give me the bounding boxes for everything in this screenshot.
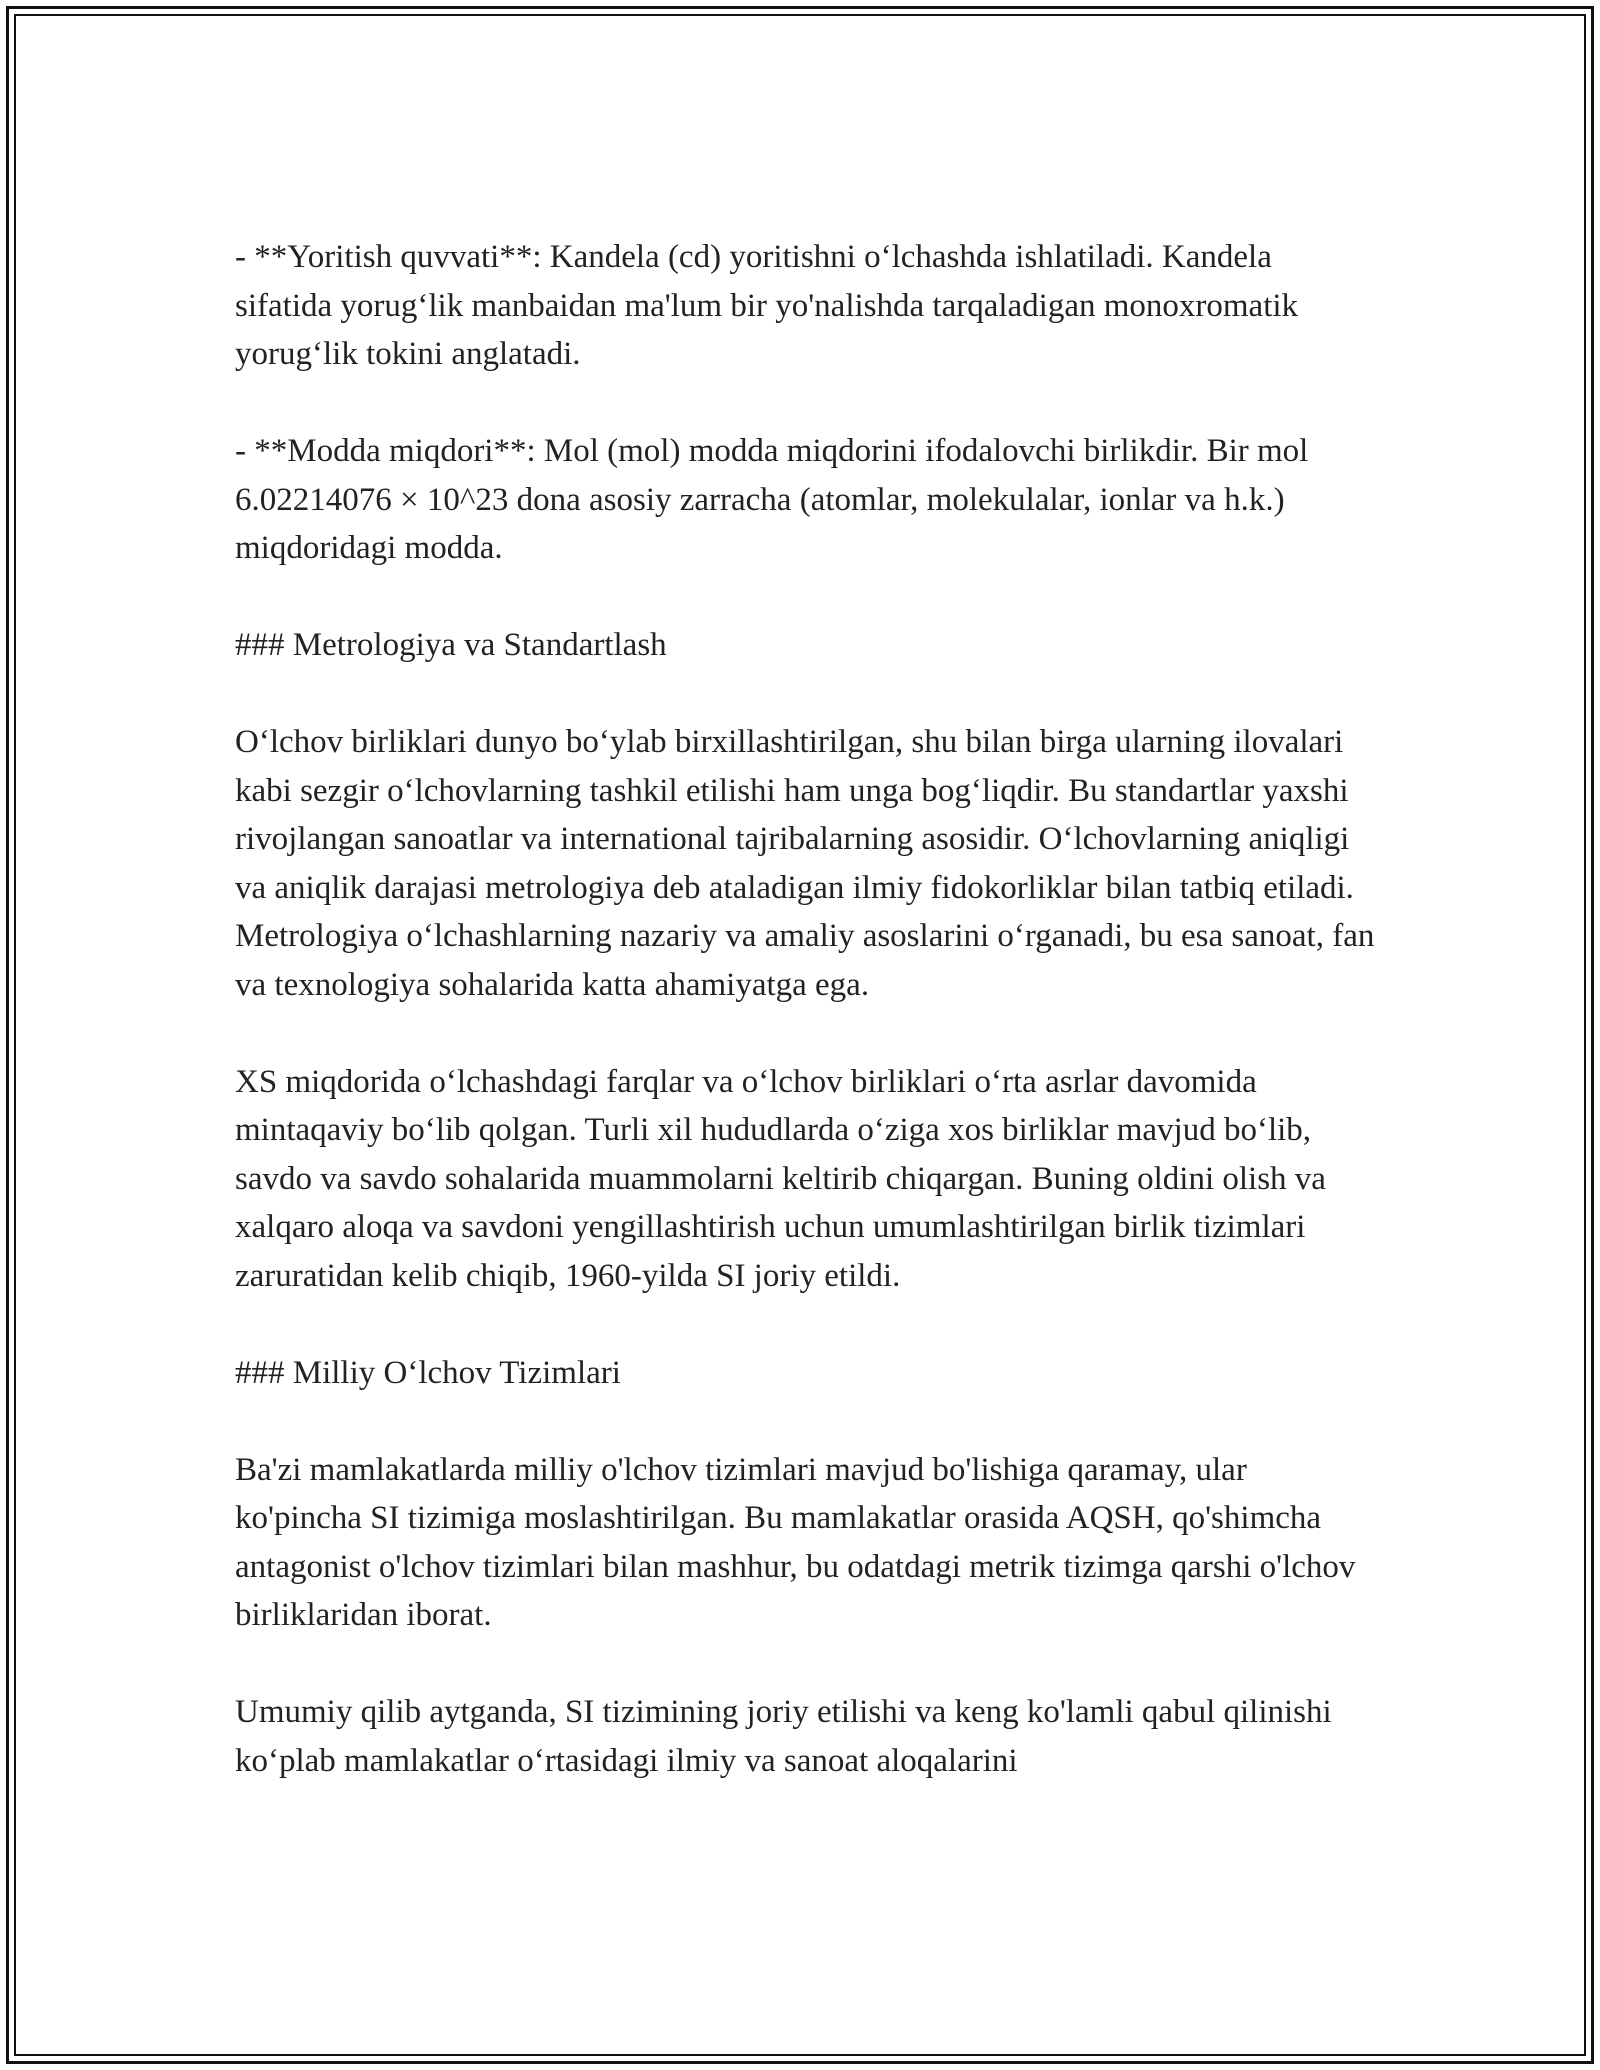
paragraph-amount-of-substance: - **Modda miqdori**: Mol (mol) modda miqdorini ifodalovchi birlikdir. Bir mol 6.02214076 × 10^23 dona asosiy zarracha (atomlar, molekulalar, ionlar va h.k.) miqdoridagi modda. <box>235 433 1309 566</box>
heading-metrology: ### Metrologiya va Standartlash <box>235 627 667 663</box>
paragraph-history: XS miqdorida oʻlchashdagi farqlar va oʻlchov birliklari oʻrta asrlar davomida mintaqaviy boʻlib qolgan. Turli xil hududlarda oʻziga xos birliklar mavjud boʻlib, savdo va savdo sohalarida muammolarni keltirib chiqargan. Buning oldini olish va xalqaro aloqa va savdoni yengillashtirish uchun umumlashtirilgan birlik tizimlari zaruratidan kelib chiqib, 1960-yilda SI joriy etildi. <box>235 1063 1326 1294</box>
paragraph-luminous-intensity: - **Yoritish quvvati**: Kandela (cd) yoritishni oʻlchashda ishlatiladi. Kandela sifatida yorugʻlik manbaidan ma'lum bir yo'nalishda tarqaladigan monoxromatik yorugʻlik tokini anglatadi. <box>235 239 1299 372</box>
heading-national-systems: ### Milliy Oʻlchov Tizimlari <box>235 1354 621 1391</box>
paragraph-metrology: Oʻlchov birliklari dunyo boʻylab birxillashtirilgan, shu bilan birga ularning ilovalari kabi sezgir oʻlchovlarning tashkil etilishi ham unga bogʻliqdir. Bu standartlar yaxshi rivojlangan sanoatlar va international tajribalarning asosidir. Oʻlchovlarning aniqligi va aniqlik darajasi metrologiya deb ataladigan ilmiy fidokorliklar bilan tatbiq etiladi. Metrologiya oʻlchashlarning nazariy va amaliy asoslarini oʻrganadi, bu esa sanoat, fan va texnologiya sohalarida katta ahamiyatga ega. <box>235 724 1375 1003</box>
document-body <box>235 233 1375 1834</box>
paragraph-conclusion: Umumiy qilib aytganda, SI tizimining joriy etilishi va keng ko'lamli qabul qilinishi koʻplab mamlakatlar oʻrtasidagi ilmiy va sanoat aloqalarini <box>235 1694 1332 1779</box>
paragraph-national-systems: Ba'zi mamlakatlarda milliy o'lchov tizimlari mavjud bo'lishiga qaramay, ular ko'pincha SI tizimiga moslashtirilgan. Bu mamlakatlar orasida AQSH, qo'shimcha antagonist o'lchov tizimlari bilan mashhur, bu odatdagi metrik tizimga qarshi o'lchov birliklaridan iborat. <box>235 1451 1356 1633</box>
